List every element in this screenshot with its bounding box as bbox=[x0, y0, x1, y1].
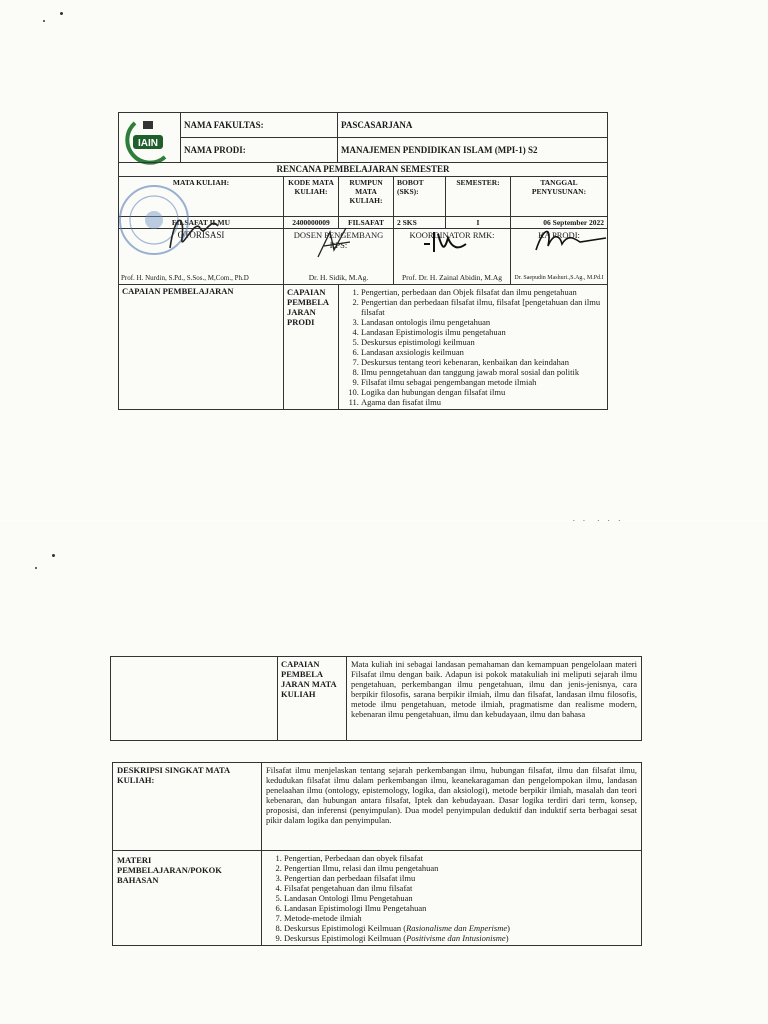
capaian-item: 8. Ilmu penngetahuan dan tanggung jawab moral sosial dan politik bbox=[361, 367, 603, 377]
header-table bbox=[118, 112, 608, 163]
materi-item-em: Rasionalisme dan Emperisme bbox=[406, 923, 508, 933]
deskripsi-text: Filsafat ilmu menjelaskan tentang sejarah perkembangan ilmu, hubungan filsafat, ilmu dan filsafat ilmu, kedudukan filsafat ilmu dalam perkembangan ilmu, keanekaragaman dan pengelompokan ilmu, landasan penelaahan ilmu (ontology, epistemology, logika, dan aksiologi), metode berpikir ilmiah, masalah dan teori kebenaran, dan hubungan antara filsafat, Iptek dan kebudayaan. Dasar logika terdiri dari term, konsep, proposisi, dan inferensi (penyimpulan). Dua model penyimpulan deduktif dan induktif serta berbagai sesat pikir dalam logika dan penyimpulan. bbox=[262, 763, 642, 851]
capaian-item: 11. Agama dan fisafat ilmu bbox=[361, 397, 603, 407]
bobot-value: 2 SKS bbox=[394, 216, 446, 228]
scan-speck bbox=[43, 20, 45, 22]
materi-item: 7. Metode-metode ilmiah bbox=[284, 913, 637, 923]
materi-label: MATERI PEMBELAJARAN/POKOK BAHASAN bbox=[113, 851, 262, 946]
kaprodi-label: KA PRODI: bbox=[538, 229, 580, 240]
semester-label: SEMESTER: bbox=[446, 176, 511, 216]
prodi-value: MANAJEMEN PENDIDIKAN ISLAM (MPI-1) S2 bbox=[338, 138, 608, 163]
iain-logo bbox=[121, 115, 175, 165]
logo-text: IAIN bbox=[138, 138, 158, 149]
kode-label: KODE MATA KULIAH: bbox=[284, 176, 339, 216]
cp-mk-empty-cell bbox=[111, 657, 278, 741]
capaian-item: 10. Logika dan hubungan dengan filsafat ilmu bbox=[361, 387, 603, 397]
koordinator-name: Prof. Dr. H. Zainal Abidin, M.Ag bbox=[402, 272, 502, 282]
signature-dosen-icon bbox=[310, 222, 360, 262]
semester-value: I bbox=[446, 216, 511, 228]
capaian-item: 3. Landasan ontologis ilmu pengetahuan bbox=[361, 317, 603, 327]
scan-speck bbox=[35, 567, 37, 569]
materi-item: 4. Filsafat pengetahuan dan ilmu filsafat bbox=[284, 883, 637, 893]
prodi-label: NAMA PRODI: bbox=[181, 138, 338, 163]
dosen-name: Dr. H. Sidik, M.Ag. bbox=[308, 272, 369, 282]
materi-item: 2. Pengertian Ilmu, relasi dan ilmu pengetahuan bbox=[284, 863, 637, 873]
materi-item-em: Positivisme dan Intusionisme bbox=[406, 933, 506, 943]
scanned-page-2 bbox=[0, 521, 768, 1024]
rumpun-label: RUMPUN MATA KULIAH: bbox=[339, 176, 394, 216]
fakultas-value: PASCASARJANA bbox=[338, 113, 608, 138]
fakultas-label: NAMA FAKULTAS: bbox=[181, 113, 338, 138]
capaian-item: 5. Deskursus epistimologi keilmuan bbox=[361, 337, 603, 347]
materi-item-pre: Deskursus Epistimologi Keilmuan ( bbox=[284, 933, 407, 943]
cp-mk-text: Mata kuliah ini sebagai landasan pemahaman dan kemampuan pengelolaan materi Filsafat ilmu dengan baik. Adapun isi pokok matakuliah ini meliputi sejarah ilmu pengetahuan, perkembangan ilmu pengetahuan, ilmu dan jenis-jenisnya, cara berpikir filosofis, sarana berpikir ilmiah, ilmu dan filsafat, landasan ilmu filosofis, metode ilmu pengetahuan, metode ilmiah, pragmatisme dan realisme modern, kebenaran ilmu pengetahuan, ilmu dan kebudayaan, ilmu dan bahasa bbox=[347, 657, 642, 741]
cp-mk-table bbox=[110, 656, 642, 741]
materi-item: 5. Landasan Ontologi Ilmu Pengetahuan bbox=[284, 893, 637, 903]
materi-item: 6. Landasan Epistimologi Ilmu Pengetahuan bbox=[284, 903, 637, 913]
capaian-item: 6. Landasan axsiologis keilmuan bbox=[361, 347, 603, 357]
capaian-label: CAPAIAN PEMBELAJARAN bbox=[119, 284, 284, 409]
capaian-list bbox=[339, 287, 603, 407]
materi-list-cell bbox=[262, 851, 642, 946]
deskripsi-table bbox=[112, 762, 642, 946]
dosen-label: DOSEN PENGEMBANG RPS: bbox=[293, 229, 384, 250]
signature-koordinator-icon bbox=[420, 228, 470, 256]
capaian-item: 2. Pengertian dan perbedaan filsafat ilmu, filsafat [pengetahuan dan ilmu filsafat bbox=[361, 297, 603, 317]
materi-item bbox=[284, 923, 637, 933]
rps-title: RENCANA PEMBELAJARAN SEMESTER bbox=[119, 163, 608, 177]
materi-item-post: ) bbox=[505, 933, 509, 943]
capaian-item: 9. Filsafat ilmu sebagai pengembangan metode ilmiah bbox=[361, 377, 603, 387]
materi-item-post: ) bbox=[507, 923, 510, 933]
capaian-sub-label: CAPAIAN PEMBELA JARAN PRODI bbox=[284, 284, 339, 409]
tanggal-value: 06 September 2022 bbox=[511, 216, 608, 228]
scan-speck bbox=[60, 12, 63, 15]
otorisasi-label: OTORISASI bbox=[177, 229, 225, 240]
bobot-label: BOBOT (SKS): bbox=[394, 176, 446, 216]
signature-kaprodi-icon bbox=[530, 222, 610, 258]
rektor-name: Prof. H. Nurdin, S.Pd., S.Sos., M,Com., Ph.D bbox=[121, 273, 249, 282]
materi-item bbox=[284, 933, 637, 943]
rumpun-value: FILSAFAT bbox=[339, 216, 394, 228]
materi-item: 1. Pengertian, Perbedaan dan obyek filsafat bbox=[284, 853, 637, 863]
capaian-list-cell bbox=[339, 284, 608, 409]
kode-value: 2400000009 bbox=[284, 216, 339, 228]
scan-speck bbox=[52, 554, 55, 557]
materi-item-pre: Deskursus Epistimologi Keilmuan ( bbox=[284, 923, 407, 933]
deskripsi-label: DESKRIPSI SINGKAT MATA KULIAH: bbox=[113, 763, 262, 851]
capaian-item: 1. Pengertian, perbedaan dan Objek filsafat dan ilmu pengetahuan bbox=[361, 287, 603, 297]
capaian-item: 4. Landasan Epistimologis ilmu pengetahuan bbox=[361, 327, 603, 337]
materi-list bbox=[262, 853, 637, 943]
mk-value: FILSAFAT ILMU bbox=[119, 216, 284, 228]
rps-table bbox=[118, 162, 608, 410]
tanggal-label: TANGGAL PENYUSUNAN: bbox=[511, 176, 608, 216]
kaprodi-name: Dr. Saepudin Mashuri.,S.Ag., M.Pd.I bbox=[514, 274, 604, 281]
signature-rektor-icon bbox=[160, 208, 230, 260]
koordinator-label: KOORDINATOR RMK: bbox=[409, 229, 495, 240]
materi-item: 3. Pengertian dan perbedaan filsafat ilmu bbox=[284, 873, 637, 883]
cp-mk-label: CAPAIAN PEMBELA JARAN MATA KULIAH bbox=[278, 657, 347, 741]
capaian-item: 7. Deskursus tentang teori kebenaran, kenbaikan dan keindahan bbox=[361, 357, 603, 367]
mk-label: MATA KULIAH: bbox=[119, 176, 284, 216]
